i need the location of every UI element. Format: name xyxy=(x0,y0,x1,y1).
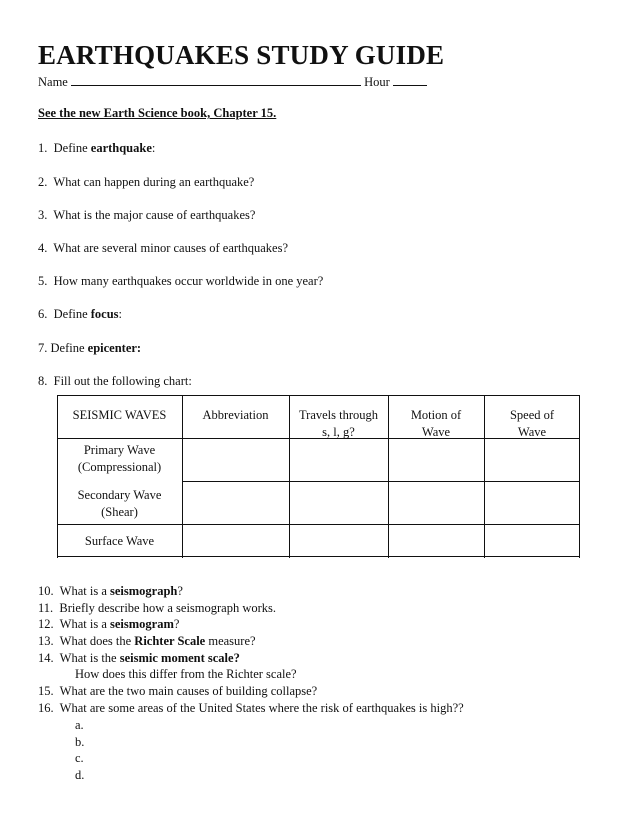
chapter-note: See the new Earth Science book, Chapter 15. xyxy=(38,106,277,120)
seismic-waves-chart xyxy=(57,395,580,558)
hour-blank[interactable] xyxy=(393,73,427,86)
answer-letter-c: c. xyxy=(75,751,84,765)
question-11: 11. Briefly describe how a seismograph works. xyxy=(38,601,277,615)
hour-label: Hour xyxy=(364,75,390,89)
chart-border-top xyxy=(57,395,580,396)
answer-letter-a: a. xyxy=(75,718,84,732)
name-label: Name xyxy=(38,75,68,89)
chart-border-bottom xyxy=(57,556,580,557)
question-14-followup: How does this differ from the Richter scale? xyxy=(75,667,297,681)
question-15: 15. What are the two main causes of building collapse? xyxy=(38,684,318,698)
question-10: 10. What is a seismograph? xyxy=(38,584,183,598)
chart-rule xyxy=(182,481,580,482)
row-primary-wave: Primary Wave (Compressional) xyxy=(77,443,162,474)
chart-rule xyxy=(57,524,580,525)
question-8: 8. Fill out the following chart: xyxy=(38,374,192,388)
answer-letter-d: d. xyxy=(75,768,85,782)
question-3: 3. What is the major cause of earthquakes? xyxy=(38,208,256,222)
row-secondary-wave: Secondary Wave (Shear) xyxy=(77,488,162,519)
row-surface-wave: Surface Wave xyxy=(84,534,155,548)
header-travels-through: Travels through s, l, g? xyxy=(298,408,379,439)
header-abbreviation: Abbreviation xyxy=(202,408,269,422)
question-1: 1. Define earthquake: xyxy=(38,141,156,155)
question-13: 13. What does the Richter Scale measure? xyxy=(38,634,256,648)
page-title: EARTHQUAKES STUDY GUIDE xyxy=(38,40,445,70)
name-blank[interactable] xyxy=(71,73,361,86)
question-2: 2. What can happen during an earthquake? xyxy=(38,175,255,189)
question-12: 12. What is a seismogram? xyxy=(38,617,180,631)
answer-letter-b: b. xyxy=(75,735,85,749)
header-seismic-waves: SEISMIC WAVES xyxy=(72,408,167,422)
header-speed-of-wave: Speed of Wave xyxy=(509,408,555,439)
header-motion-of-wave: Motion of Wave xyxy=(410,408,462,439)
question-5: 5. How many earthquakes occur worldwide in one year? xyxy=(38,274,324,288)
name-hour-row xyxy=(38,73,427,90)
question-7: 7. Define epicenter: xyxy=(38,341,142,355)
question-16: 16. What are some areas of the United States where the risk of earthquakes is high?? xyxy=(38,701,464,715)
question-6: 6. Define focus: xyxy=(38,307,123,321)
question-14: 14. What is the seismic moment scale? xyxy=(38,651,240,665)
question-4: 4. What are several minor causes of earthquakes? xyxy=(38,241,289,255)
